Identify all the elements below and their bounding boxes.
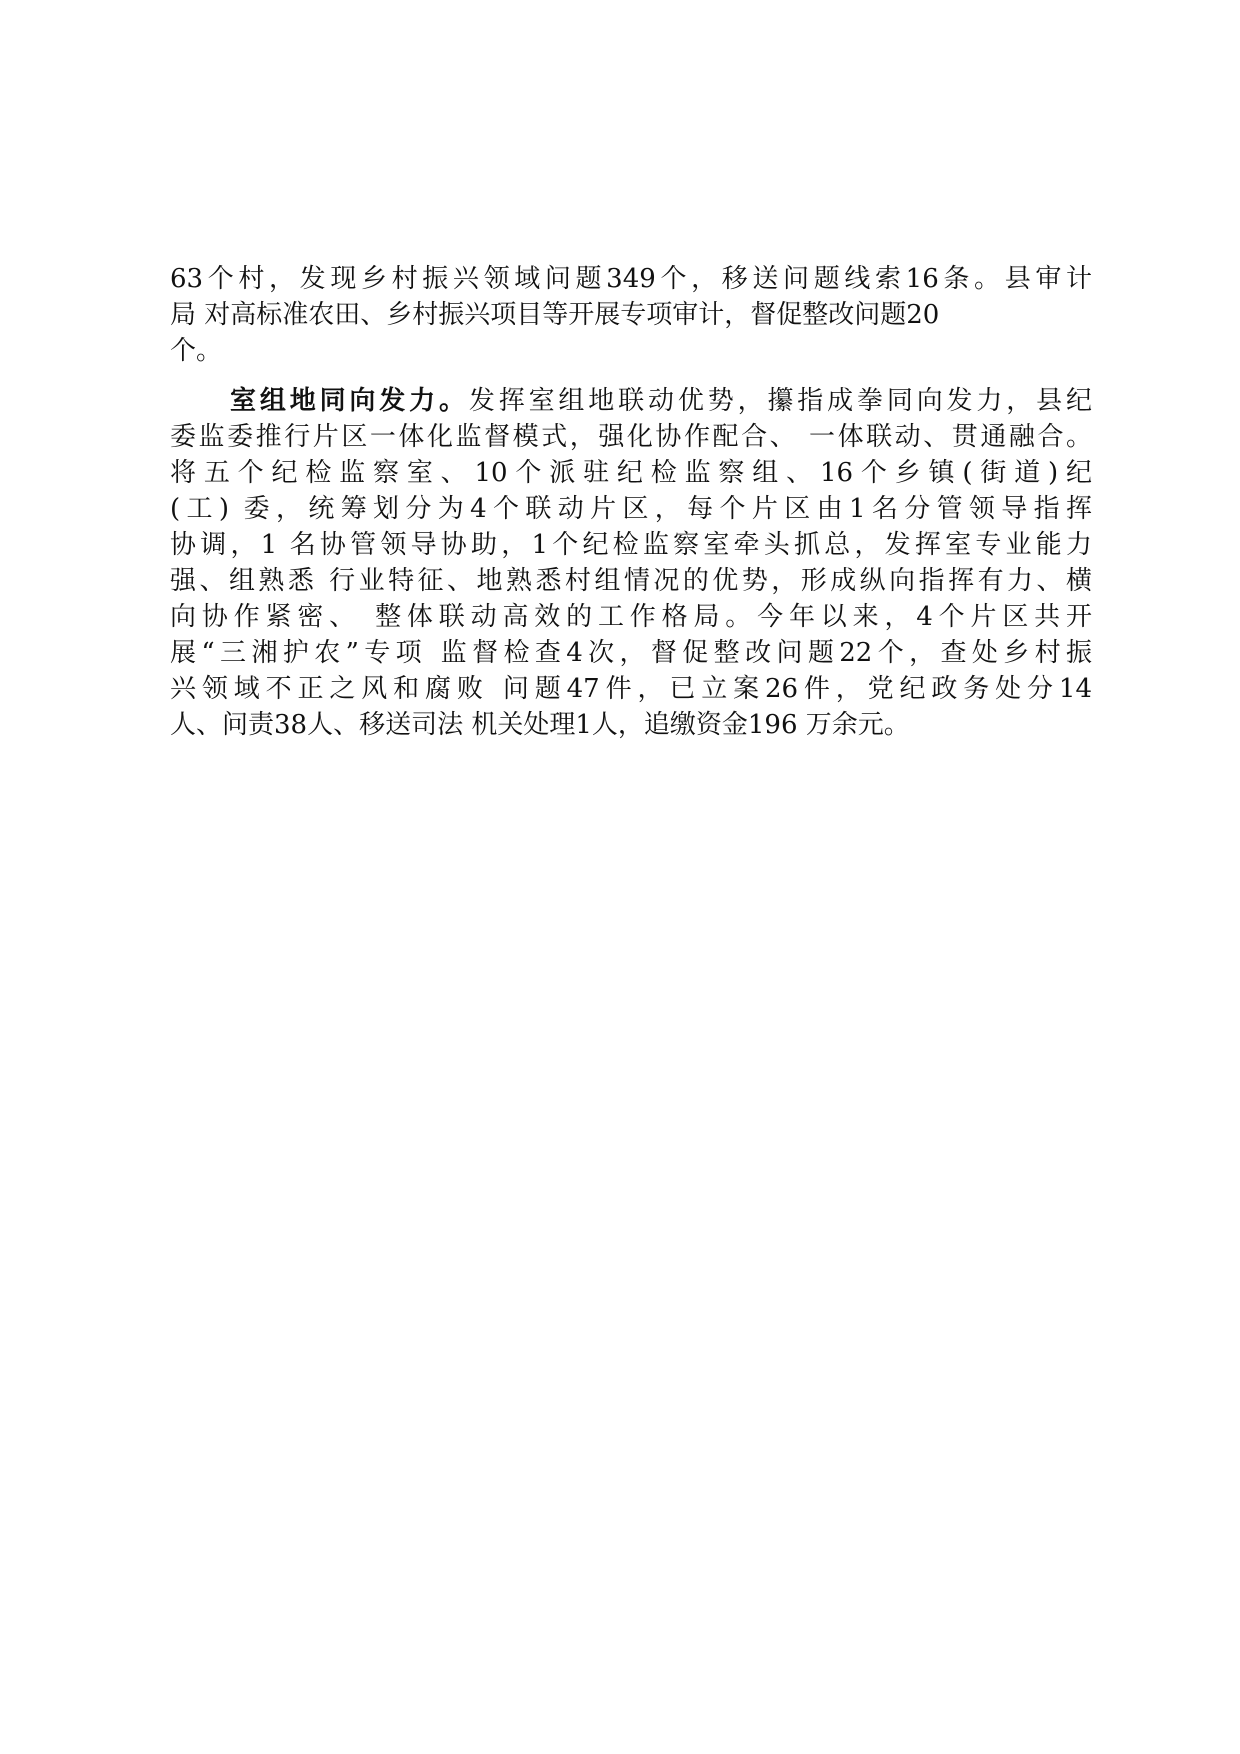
paragraph-line: 向协作紧密、 整体联动高效的工作格局。今年以来，4个片区共开	[170, 602, 1092, 632]
paragraph-line: 将五个纪检监察室、10个派驻纪检监察组、16个乡镇(街道)纪	[170, 458, 1092, 488]
paragraph-line: 63个村，发现乡村振兴领域问题349个，移送问题线索16条。县审计	[170, 264, 1092, 294]
paragraph-line: 兴领域不正之风和腐败 问题47件，已立案26件，党纪政务处分14	[170, 674, 1092, 704]
paragraph-line: 局 对高标准农田、乡村振兴项目等开展专项审计，督促整改问题20	[170, 300, 940, 330]
paragraph-line: 强、组熟悉 行业特征、地熟悉村组情况的优势，形成纵向指挥有力、横	[170, 566, 1092, 596]
paragraph-first-line	[230, 384, 1092, 418]
paragraph-line: 个。	[170, 336, 223, 366]
first-line-text: 发挥室组地联动优势，攥指成拳同向发力，县纪	[468, 386, 1092, 416]
paragraph-line: 协调，1 名协管领导协助，1个纪检监察室牵头抓总，发挥室专业能力	[170, 530, 1092, 560]
paragraph-line: 展“三湘护农”专项 监督检查4次，督促整改问题22个，查处乡村振	[170, 638, 1092, 668]
paragraph-line: (工) 委，统筹划分为4个联动片区，每个片区由1名分管领导指挥	[170, 494, 1092, 524]
paragraph-line: 委监委推行片区一体化监督模式，强化协作配合、 一体联动、贯通融合。	[170, 422, 1092, 452]
section-lead-heading: 室组地同向发力。	[230, 386, 469, 416]
paragraph-line: 人、问责38人、移送司法 机关处理1人，追缴资金196 万余元。	[170, 710, 910, 740]
